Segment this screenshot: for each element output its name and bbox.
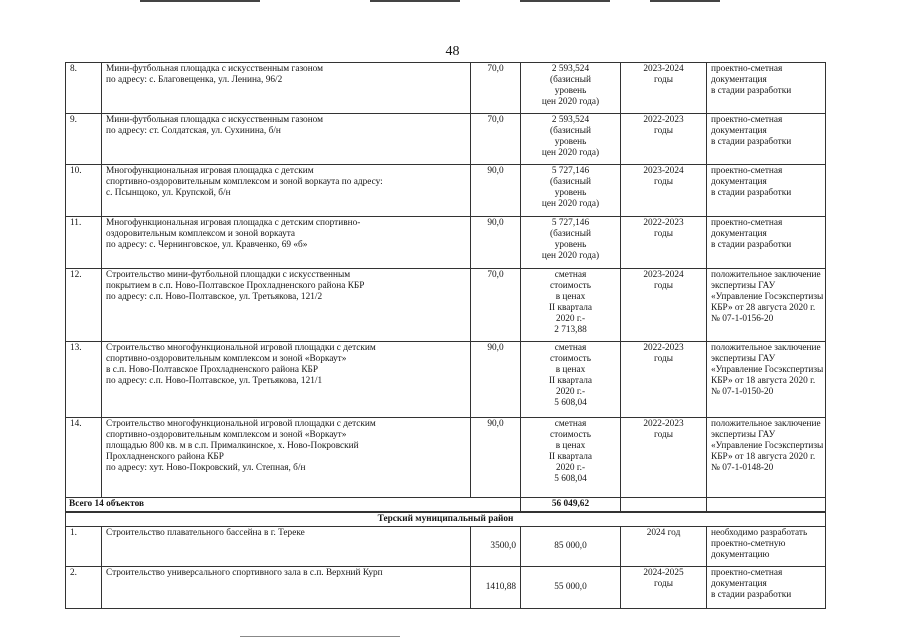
row-number: 10. bbox=[66, 165, 102, 217]
row-number: 1. bbox=[66, 527, 102, 567]
object-name bbox=[102, 63, 471, 114]
scan-edge-line bbox=[650, 0, 720, 2]
object-status-line: положительное заключение bbox=[711, 343, 821, 353]
objects-table-body bbox=[66, 63, 826, 609]
object-capacity: 3500,0 bbox=[471, 527, 521, 567]
object-name-line: Мини-футбольная площадка с искусственным газоном bbox=[106, 64, 324, 74]
object-name-line: спортивно-оздоровительным комплексом и зоной «Воркаут» bbox=[106, 354, 347, 364]
object-capacity: 90,0 bbox=[471, 418, 521, 498]
object-cost-line: II квартала bbox=[548, 303, 593, 313]
row-number: 14. bbox=[66, 418, 102, 498]
object-cost-line: 85 000,0 bbox=[554, 541, 587, 551]
object-period-line: годы bbox=[654, 281, 673, 291]
object-period-line: 2022-2023 bbox=[643, 218, 684, 228]
object-period-line: 2023-2024 bbox=[643, 270, 684, 280]
object-cost-line: II квартала bbox=[548, 376, 593, 386]
object-period bbox=[621, 567, 707, 609]
object-status-line: проектно-сметная bbox=[711, 115, 783, 125]
object-period bbox=[621, 63, 707, 114]
object-status-line: № 07-1-0156-20 bbox=[711, 314, 774, 324]
object-cost-line: 5 727,146 bbox=[551, 218, 590, 228]
object-period-line: 2024-2025 bbox=[643, 568, 684, 578]
object-name-line: площадью 800 кв. м в с.п. Прималкинское, х. Ново-Покровский bbox=[106, 441, 359, 451]
object-period-line: годы bbox=[654, 229, 673, 239]
object-name-line: Строительство универсального спортивного зала в с.п. Верхний Курп bbox=[106, 568, 383, 578]
object-status-line: проектно-сметная bbox=[711, 568, 783, 578]
object-cost-line: цен 2020 года) bbox=[541, 148, 600, 158]
object-status-line: документация bbox=[711, 579, 767, 589]
object-cost bbox=[521, 114, 621, 165]
object-cost-line: 2020 г.- bbox=[555, 463, 586, 473]
object-status-line: № 07-1-0148-20 bbox=[711, 463, 774, 473]
object-period bbox=[621, 527, 707, 567]
object-status-line: документация bbox=[711, 229, 767, 239]
row-number: 13. bbox=[66, 342, 102, 418]
page-number: 48 bbox=[445, 44, 460, 59]
scan-edge-line bbox=[240, 636, 400, 637]
object-status-line: проектно-сметная bbox=[711, 64, 783, 74]
object-period-line: годы bbox=[654, 126, 673, 136]
object-name-line: по адресу: с.п. Ново-Полтавское, ул. Третьякова, 121/2 bbox=[106, 292, 323, 302]
object-status bbox=[707, 567, 826, 609]
object-name bbox=[102, 418, 471, 498]
object-cost-line: 2 713,88 bbox=[554, 325, 587, 335]
object-name-line: Многофункциональная игровая площадка с детским bbox=[106, 166, 314, 176]
object-status-line: № 07-1-0150-20 bbox=[711, 387, 774, 397]
object-cost-line: стоимость bbox=[550, 354, 591, 364]
object-period-line: годы bbox=[654, 177, 673, 187]
object-cost-line: (базисный bbox=[550, 177, 591, 187]
object-cost-line: 5 727,146 bbox=[551, 166, 590, 176]
object-name-line: в с.п. Ново-Полтавское Прохладненского района КБР bbox=[106, 365, 319, 375]
object-period-line: 2023-2024 bbox=[643, 64, 684, 74]
object-name bbox=[102, 527, 471, 567]
object-status bbox=[707, 418, 826, 498]
object-period-line: 2022-2023 bbox=[643, 115, 684, 125]
object-period-line: годы bbox=[654, 430, 673, 440]
object-status bbox=[707, 342, 826, 418]
table-row bbox=[66, 165, 826, 217]
object-name bbox=[102, 269, 471, 342]
object-period bbox=[621, 342, 707, 418]
object-cost-line: 5 608,04 bbox=[554, 474, 587, 484]
object-status bbox=[707, 217, 826, 269]
object-name-line: по адресу: с. Благовещенка, ул. Ленина, 96/2 bbox=[106, 75, 283, 85]
table-row bbox=[66, 567, 826, 609]
object-status bbox=[707, 527, 826, 567]
object-cost-line: 2 593,524 bbox=[551, 115, 590, 125]
object-period-line: 2023-2024 bbox=[643, 166, 684, 176]
table-row bbox=[66, 527, 826, 567]
object-cost-line: цен 2020 года) bbox=[541, 97, 600, 107]
object-status-line: в стадии разработки bbox=[711, 188, 792, 198]
row-number: 8. bbox=[66, 63, 102, 114]
object-cost-line: уровень bbox=[554, 240, 587, 250]
object-name-line: спортивно-оздоровительным комплексом и зоной воркаута по адресу: bbox=[106, 177, 383, 187]
table-row bbox=[66, 418, 826, 498]
object-cost-line: в ценах bbox=[555, 292, 586, 302]
row-number: 12. bbox=[66, 269, 102, 342]
object-period-line: годы bbox=[654, 75, 673, 85]
object-cost-line: 2020 г.- bbox=[555, 387, 586, 397]
object-name-line: Строительство плавательного бассейна в г. Тереке bbox=[106, 528, 305, 538]
object-capacity: 70,0 bbox=[471, 63, 521, 114]
object-status-line: в стадии разработки bbox=[711, 137, 792, 147]
object-cost-line: (базисный bbox=[550, 229, 591, 239]
object-cost bbox=[521, 269, 621, 342]
object-name bbox=[102, 217, 471, 269]
object-cost-line: 5 608,04 bbox=[554, 398, 587, 408]
object-cost-line: цен 2020 года) bbox=[541, 199, 600, 209]
object-status-line: проектно-сметную bbox=[711, 539, 786, 549]
object-period-line: годы bbox=[654, 354, 673, 364]
object-name-line: оздоровительным комплексом и зоной воркаута bbox=[106, 229, 296, 239]
object-status-line: необходимо разработать bbox=[711, 528, 808, 538]
object-period bbox=[621, 418, 707, 498]
object-cost bbox=[521, 567, 621, 609]
object-status-line: экспертизы ГАУ bbox=[711, 281, 776, 291]
object-status-line: КБР» от 18 августа 2020 г. bbox=[711, 376, 816, 386]
object-period-line: годы bbox=[654, 579, 673, 589]
object-capacity: 90,0 bbox=[471, 165, 521, 217]
object-period bbox=[621, 114, 707, 165]
row-number: 2. bbox=[66, 567, 102, 609]
object-status-line: в стадии разработки bbox=[711, 590, 792, 600]
object-status-line: КБР» от 28 августа 2020 г. bbox=[711, 303, 816, 313]
object-cost-line: (базисный bbox=[550, 75, 591, 85]
object-cost-line: сметная bbox=[554, 343, 587, 353]
object-cost bbox=[521, 342, 621, 418]
object-name bbox=[102, 567, 471, 609]
object-name-line: с. Псынщоко, ул. Крупской, б/н bbox=[106, 188, 231, 198]
object-cost-line: II квартала bbox=[548, 452, 593, 462]
table-row bbox=[66, 63, 826, 114]
object-name bbox=[102, 342, 471, 418]
object-cost-line: в ценах bbox=[555, 365, 586, 375]
object-status-line: в стадии разработки bbox=[711, 86, 792, 96]
object-name-line: по адресу: хут. Ново-Покровский, ул. Степная, б/н bbox=[106, 463, 306, 473]
object-status bbox=[707, 63, 826, 114]
empty-cell bbox=[621, 498, 707, 513]
object-name-line: Строительство мини-футбольной площадки с искусственным bbox=[106, 270, 351, 280]
object-cost-line: уровень bbox=[554, 188, 587, 198]
object-name-line: Многофункциональная игровая площадка с детским спортивно- bbox=[106, 218, 361, 228]
object-status-line: «Управление Госэкспертизы bbox=[711, 441, 824, 451]
object-cost-line: 2020 г.- bbox=[555, 314, 586, 324]
object-name-line: Строительство многофункциональной игровой площадки с детским bbox=[106, 343, 376, 353]
scan-edge-line bbox=[520, 0, 610, 2]
object-cost-line: стоимость bbox=[550, 281, 591, 291]
table-row bbox=[66, 114, 826, 165]
object-name-line: Строительство многофункциональной игровой площадки с детским bbox=[106, 419, 376, 429]
object-status-line: «Управление Госэкспертизы bbox=[711, 292, 824, 302]
object-cost-line: 55 000,0 bbox=[554, 582, 587, 592]
object-name-line: Мини-футбольная площадка с искусственным газоном bbox=[106, 115, 324, 125]
object-capacity: 70,0 bbox=[471, 269, 521, 342]
table-row bbox=[66, 217, 826, 269]
district-header-row bbox=[66, 512, 826, 527]
object-status bbox=[707, 165, 826, 217]
object-cost bbox=[521, 217, 621, 269]
object-cost bbox=[521, 165, 621, 217]
object-status-line: положительное заключение bbox=[711, 419, 821, 429]
object-cost-line: цен 2020 года) bbox=[541, 251, 600, 261]
object-status bbox=[707, 269, 826, 342]
object-status-line: проектно-сметная bbox=[711, 218, 783, 228]
total-value: 56 049,62 bbox=[521, 498, 621, 513]
object-name-line: по адресу: ст. Солдатская, ул. Сухинина, б/н bbox=[106, 126, 281, 136]
row-number: 9. bbox=[66, 114, 102, 165]
object-status-line: «Управление Госэкспертизы bbox=[711, 365, 824, 375]
object-status-line: проектно-сметная bbox=[711, 166, 783, 176]
object-status-line: документация bbox=[711, 126, 767, 136]
row-number: 11. bbox=[66, 217, 102, 269]
object-status-line: КБР» от 18 августа 2020 г. bbox=[711, 452, 816, 462]
object-period-line: 2022-2023 bbox=[643, 343, 684, 353]
table-row bbox=[66, 269, 826, 342]
object-status-line: положительное заключение bbox=[711, 270, 821, 280]
object-status-line: экспертизы ГАУ bbox=[711, 354, 776, 364]
object-name bbox=[102, 165, 471, 217]
object-capacity: 1410,88 bbox=[471, 567, 521, 609]
object-cost-line: (базисный bbox=[550, 126, 591, 136]
object-status bbox=[707, 114, 826, 165]
object-cost-line: сметная bbox=[554, 419, 587, 429]
object-cost bbox=[521, 527, 621, 567]
scan-edge-line bbox=[370, 0, 460, 2]
object-cost-line: в ценах bbox=[555, 441, 586, 451]
object-status-line: экспертизы ГАУ bbox=[711, 430, 776, 440]
district-title: Терский муниципальный район bbox=[66, 512, 826, 527]
object-status-line: документация bbox=[711, 75, 767, 85]
object-cost-line: уровень bbox=[554, 86, 587, 96]
object-name-line: покрытием в с.п. Ново-Полтавское Прохладненского района КБР bbox=[106, 281, 365, 291]
object-name bbox=[102, 114, 471, 165]
object-cost-line: сметная bbox=[554, 270, 587, 280]
total-label: Всего 14 объектов bbox=[66, 498, 521, 513]
scan-edge-line bbox=[140, 0, 260, 2]
object-cost bbox=[521, 63, 621, 114]
object-name-line: по адресу: с.п. Ново-Полтавское, ул. Третьякова, 121/1 bbox=[106, 376, 323, 386]
objects-table bbox=[65, 62, 826, 609]
object-period-line: 2024 год bbox=[646, 528, 681, 538]
object-status-line: документацию bbox=[711, 550, 770, 560]
object-status-line: документация bbox=[711, 177, 767, 187]
total-row bbox=[66, 498, 826, 513]
object-period-line: 2022-2023 bbox=[643, 419, 684, 429]
table-row bbox=[66, 342, 826, 418]
object-name-line: Прохладненского района КБР bbox=[106, 452, 224, 462]
object-capacity: 90,0 bbox=[471, 342, 521, 418]
object-capacity: 70,0 bbox=[471, 114, 521, 165]
object-cost-line: 2 593,524 bbox=[551, 64, 590, 74]
object-name-line: спортивно-оздоровительным комплексом и зоной «Воркаут» bbox=[106, 430, 347, 440]
object-name-line: по адресу: с. Чернинговское, ул. Кравченко, 69 «б» bbox=[106, 240, 308, 250]
object-capacity: 90,0 bbox=[471, 217, 521, 269]
object-period bbox=[621, 165, 707, 217]
object-status-line: в стадии разработки bbox=[711, 240, 792, 250]
object-cost bbox=[521, 418, 621, 498]
object-period bbox=[621, 269, 707, 342]
object-cost-line: уровень bbox=[554, 137, 587, 147]
empty-cell bbox=[707, 498, 826, 513]
object-cost-line: стоимость bbox=[550, 430, 591, 440]
object-period bbox=[621, 217, 707, 269]
